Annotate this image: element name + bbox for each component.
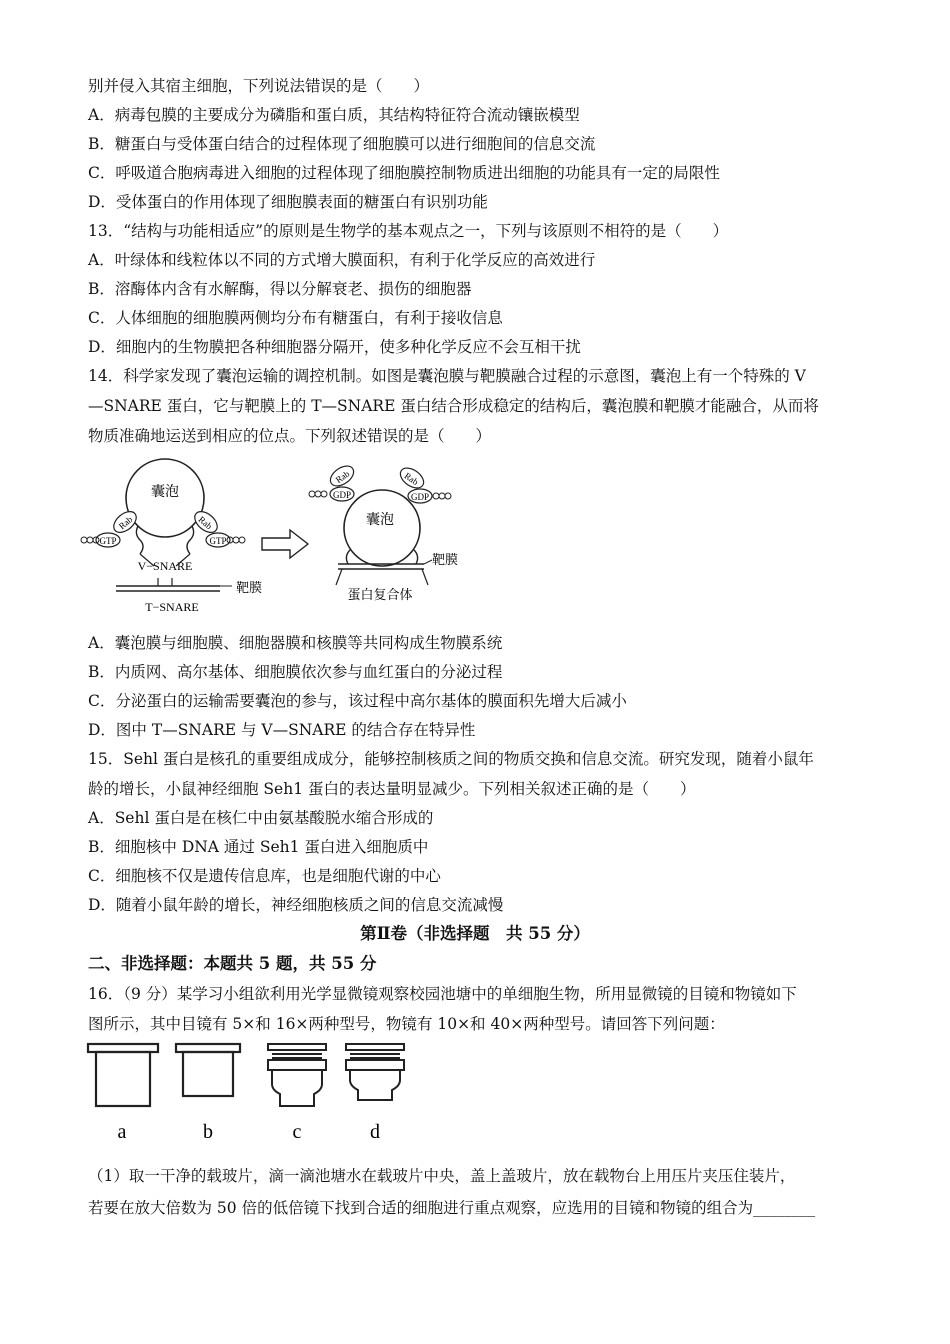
q13-option-d: D．细胞内的生物膜把各种细胞器分隔开，使多种化学反应不会互相干扰 [88, 338, 581, 356]
v-snare-label: V−SNARE [137, 559, 193, 573]
q14-stem-line-2: —SNARE 蛋白，它与靶膜上的 T—SNARE 蛋白结合形成稳定的结构后，囊泡膜和靶膜才能融合，从而将 [88, 397, 819, 415]
gtp-label-left: GTP [99, 536, 117, 546]
target-membrane-label-right: 靶膜 [432, 552, 459, 567]
gdp-label-right: GDP [410, 492, 430, 502]
q15-option-c: C．细胞核不仅是遗传信息库，也是细胞代谢的中心 [88, 867, 441, 885]
target-membrane-label-left: 靶膜 [236, 580, 263, 595]
q14-option-d: D．图中 T—SNARE 与 V—SNARE 的结合存在特异性 [88, 721, 476, 739]
q14-option-b: B．内质网、高尔基体、细胞膜依次参与血红蛋白的分泌过程 [88, 663, 503, 681]
q16-sub1-line-1: （1）取一干净的载玻片，滴一滴池塘水在载玻片中央，盖上盖玻片，放在载物台上用压片夹压住装片， [88, 1167, 796, 1185]
q16-stem-line-2: 图所示，其中目镜有 5×和 16×两种型号，物镜有 10×和 40×两种型号。请回答下列问题： [88, 1015, 725, 1033]
q13-stem: 13．“结构与功能相适应”的原则是生物学的基本观点之一，下列与该原则不相符的是（ ） [88, 222, 729, 240]
rab-label-right-1: Rab [333, 468, 352, 486]
q16-sub1-line-2: 若要在放大倍数为 50 倍的低倍镜下找到合适的细胞进行重点观察，应选用的目镜和物镜的组合为________ [88, 1199, 816, 1217]
q14-option-a: A．囊泡膜与细胞膜、细胞器膜和核膜等共同构成生物膜系统 [88, 634, 503, 652]
gtp-label-right: GTP [209, 536, 227, 546]
q14-stem-line-3: 物质准确地运送到相应的位点。下列叙述错误的是（ ） [88, 427, 492, 445]
lens-label-b: b [203, 1121, 213, 1143]
q13-option-c: C．人体细胞的细胞膜两侧均分布有糖蛋白，有利于接收信息 [88, 309, 503, 327]
rab-label-right-2: Rab [402, 470, 421, 488]
q16-stem-line-1: 16．（9 分）某学习小组欲利用光学显微镜观察校园池塘中的单细胞生物，所用显微镜的目镜和物镜如下 [88, 985, 797, 1003]
microscope-lens-figure [84, 1040, 424, 1148]
q15-option-d: D．随着小鼠年龄的增长，神经细胞核质之间的信息交流减慢 [88, 896, 504, 914]
q12-option-d: D．受体蛋白的作用体现了细胞膜表面的糖蛋白有识别功能 [88, 193, 488, 211]
eyepiece-b [176, 1044, 240, 1096]
vesicle-fusion-diagram [80, 458, 480, 620]
part2-title: 第Ⅱ卷（非选择题 共 55 分） [360, 924, 590, 943]
eyepiece-a [88, 1044, 158, 1106]
lens-label-c: c [292, 1121, 302, 1143]
vesicle-label-right: 囊泡 [366, 513, 394, 528]
rab-label-left-1: Rab [116, 514, 135, 532]
protein-complex-label: 蛋白复合体 [347, 587, 413, 602]
q12-option-c: C．呼吸道合胞病毒进入细胞的过程体现了细胞膜控制物质进出细胞的功能具有一定的局限性 [88, 164, 720, 182]
vesicle-label-left: 囊泡 [151, 485, 179, 500]
q15-option-a: A．Sehl 蛋白是在核仁中由氨基酸脱水缩合形成的 [88, 809, 434, 827]
q15-stem-line-1: 15．Sehl 蛋白是核孔的重要组成成分，能够控制核质之间的物质交换和信息交流。研究发现，随着小鼠年 [88, 750, 814, 768]
objective-d [346, 1044, 404, 1100]
q12-option-a: A．病毒包膜的主要成分为磷脂和蛋白质，其结构特征符合流动镶嵌模型 [88, 106, 580, 124]
section2-heading: 二、非选择题：本题共 5 题，共 55 分 [88, 954, 377, 973]
gdp-label-left: GDP [332, 490, 352, 500]
t-snare-label: T−SNARE [145, 600, 199, 614]
q13-option-b: B．溶酶体内含有水解酶，得以分解衰老、损伤的细胞器 [88, 280, 472, 298]
q13-option-a: A．叶绿体和线粒体以不同的方式增大膜面积，有利于化学反应的高效进行 [88, 251, 596, 269]
lens-label-a: a [117, 1121, 127, 1143]
q12-stem-continuation: 别并侵入其宿主细胞，下列说法错误的是（ ） [88, 77, 430, 95]
q15-option-b: B．细胞核中 DNA 通过 Seh1 蛋白进入细胞质中 [88, 838, 429, 856]
rab-label-left-2: Rab [196, 514, 215, 532]
process-arrow-icon [262, 530, 308, 558]
lens-label-d: d [370, 1121, 380, 1143]
objective-c [268, 1044, 326, 1106]
q14-option-c: C．分泌蛋白的运输需要囊泡的参与，该过程中高尔基体的膜面积先增大后减小 [88, 692, 627, 710]
q12-option-b: B．糖蛋白与受体蛋白结合的过程体现了细胞膜可以进行细胞间的信息交流 [88, 135, 596, 153]
q14-stem-line-1: 14．科学家发现了囊泡运输的调控机制。如图是囊泡膜与靶膜融合过程的示意图，囊泡上有一个特殊的 V [88, 367, 806, 385]
q15-stem-line-2: 龄的增长，小鼠神经细胞 Seh1 蛋白的表达量明显减少。下列相关叙述正确的是（ ） [88, 780, 696, 798]
vesicle-circle-right [344, 490, 420, 566]
